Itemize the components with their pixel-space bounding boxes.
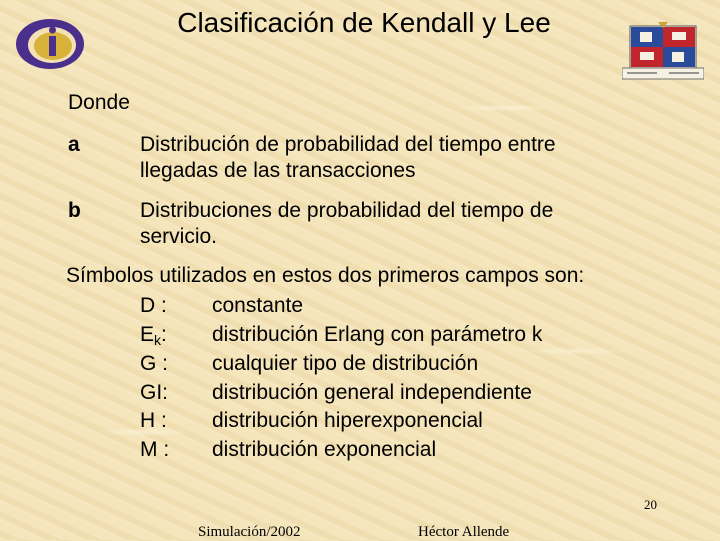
symbol-m: M : [140,438,170,461]
footer-left: Simulación/2002 [198,524,301,540]
symbol-d: D : [140,294,167,317]
item-a-key: a [68,133,80,156]
symbol-ek-letter: E [140,323,155,346]
intro-text: Donde [68,91,130,114]
item-b-line2: servicio. [140,225,218,248]
symbol-gi-meaning: distribución general independiente [212,381,532,404]
item-a-line2: llegadas de las transacciones [140,159,416,182]
symbol-h-meaning: distribución hiperexponencial [212,409,483,432]
item-b-key: b [68,199,81,222]
item-a-line1: Distribución de probabilidad del tiempo entre [140,133,556,156]
symbol-g: G : [140,352,169,375]
item-b-line1: Distribuciones de probabilidad del tiempo de [140,199,554,222]
symbol-ek-colon: : [161,323,167,346]
university-crest-icon [622,22,704,82]
symbol-m-meaning: distribución exponencial [212,438,437,461]
slide-title: Clasificación de Kendall y Lee [177,7,551,38]
symbol-ek [140,322,167,353]
symbol-ek-meaning: distribución Erlang con parámetro k [212,323,543,346]
symbol-d-meaning: constante [212,294,304,317]
symbol-g-meaning: cualquier tipo de distribución [212,352,479,375]
symbols-heading: Símbolos utilizados en estos dos primeros campos son: [66,264,585,287]
symbol-gi: GI: [140,381,169,404]
footer-right: Héctor Allende [418,524,510,540]
symbol-h: H : [140,409,167,432]
symbol-ek-subscript: k [154,332,162,348]
page-number: 20 [644,497,657,512]
